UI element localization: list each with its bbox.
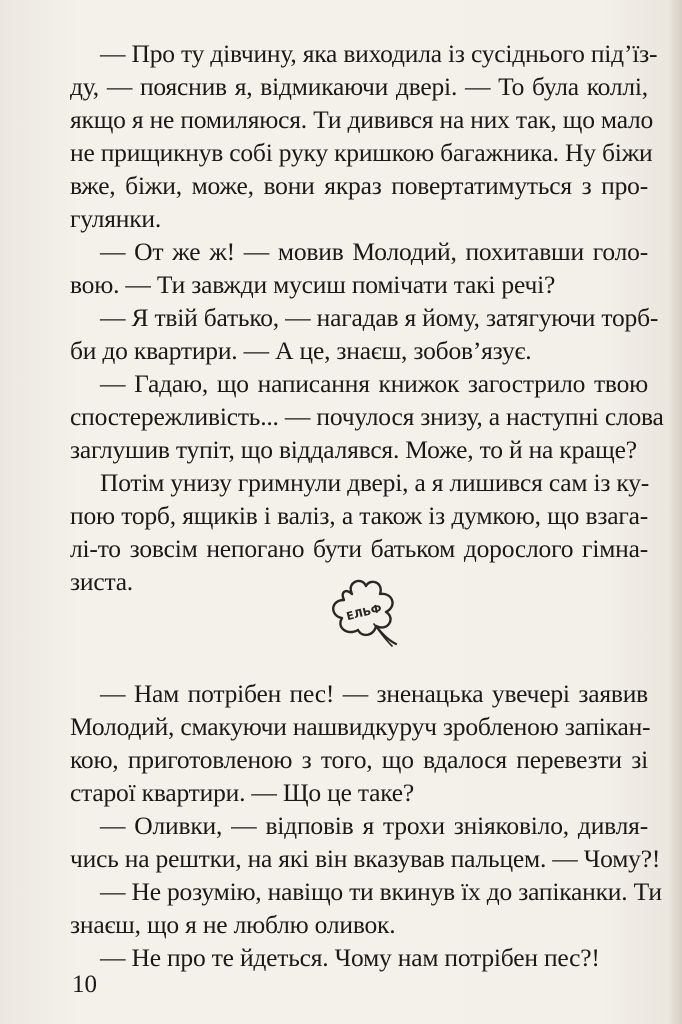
text-line: — Я твій батько, — нагадав я йому, затягуючи торб- (100, 303, 659, 332)
text-line: пою торб, ящиків і валіз, а також із думкою, що взага- (70, 501, 648, 530)
text-line: вже, біжи, може, вони якраз повертатимуться з про- (70, 171, 648, 200)
text-line: — Оливки, — відповів я трохи зніяковіло, дивля- (100, 811, 648, 840)
text-line: — Не про те йдеться. Чому нам потрібен пес?! (100, 943, 600, 972)
text-line: — Нам потрібен пес! — зненацька увечері заявив (100, 679, 648, 708)
text-line: Молодий, смакуючи нашвидкуруч зробленою запікан- (70, 712, 651, 741)
text-line: якщо я не помиляюся. Ти дивився на них так, що мало (70, 105, 654, 134)
text-line: — Гадаю, що написання книжок загострило твою (100, 369, 648, 398)
text-line: спостережливість... — почулося знизу, а наступні слова (70, 402, 664, 431)
text-line: — Не розумію, навіщо ти вкинув їх до запіканки. Ти (100, 877, 662, 906)
text-line: лі-то зовсім непогано бути батьком дорослого гімна- (70, 534, 648, 563)
text-line: ду, — пояснив я, відмикаючи двері. — То була коллі, (70, 72, 648, 101)
page-number: 10 (72, 971, 97, 998)
text-line: чись на рештки, на які він вказував пальцем. — Чому?! (70, 844, 661, 873)
text-line: — Про ту дівчину, яка виходила із сусіднього під’їз- (100, 39, 658, 68)
text-line: — От же ж! — мовив Молодий, похитавши голо- (100, 237, 648, 266)
text-line: кою, приготовленою з того, що вдалося перевезти зі (70, 745, 648, 774)
text-line: старої квартири. — Що це таке? (70, 778, 415, 807)
clover-emblem-icon (322, 576, 406, 648)
text-line: знаєш, що я не люблю оливок. (70, 910, 396, 939)
text-line: вою. — Ти завжди мусиш помічати такі речі? (70, 270, 556, 299)
text-line: Потім унизу гримнули двері, а я лишився сам із ку- (100, 468, 650, 497)
ornament-label: ЕЛЬФ (345, 601, 384, 624)
text-line: заглушив тупіт, що віддалявся. Може, то й на краще? (70, 435, 637, 464)
text-line: би до квартири. — А це, знаєш, зобов’язує. (70, 336, 532, 365)
text-line: не прищикнув собі руку кришкою багажника. Ну біжи (70, 138, 653, 167)
page-edge-shadow (668, 0, 682, 1024)
text-line: гулянки. (70, 204, 161, 233)
text-line: зиста. (70, 567, 133, 596)
